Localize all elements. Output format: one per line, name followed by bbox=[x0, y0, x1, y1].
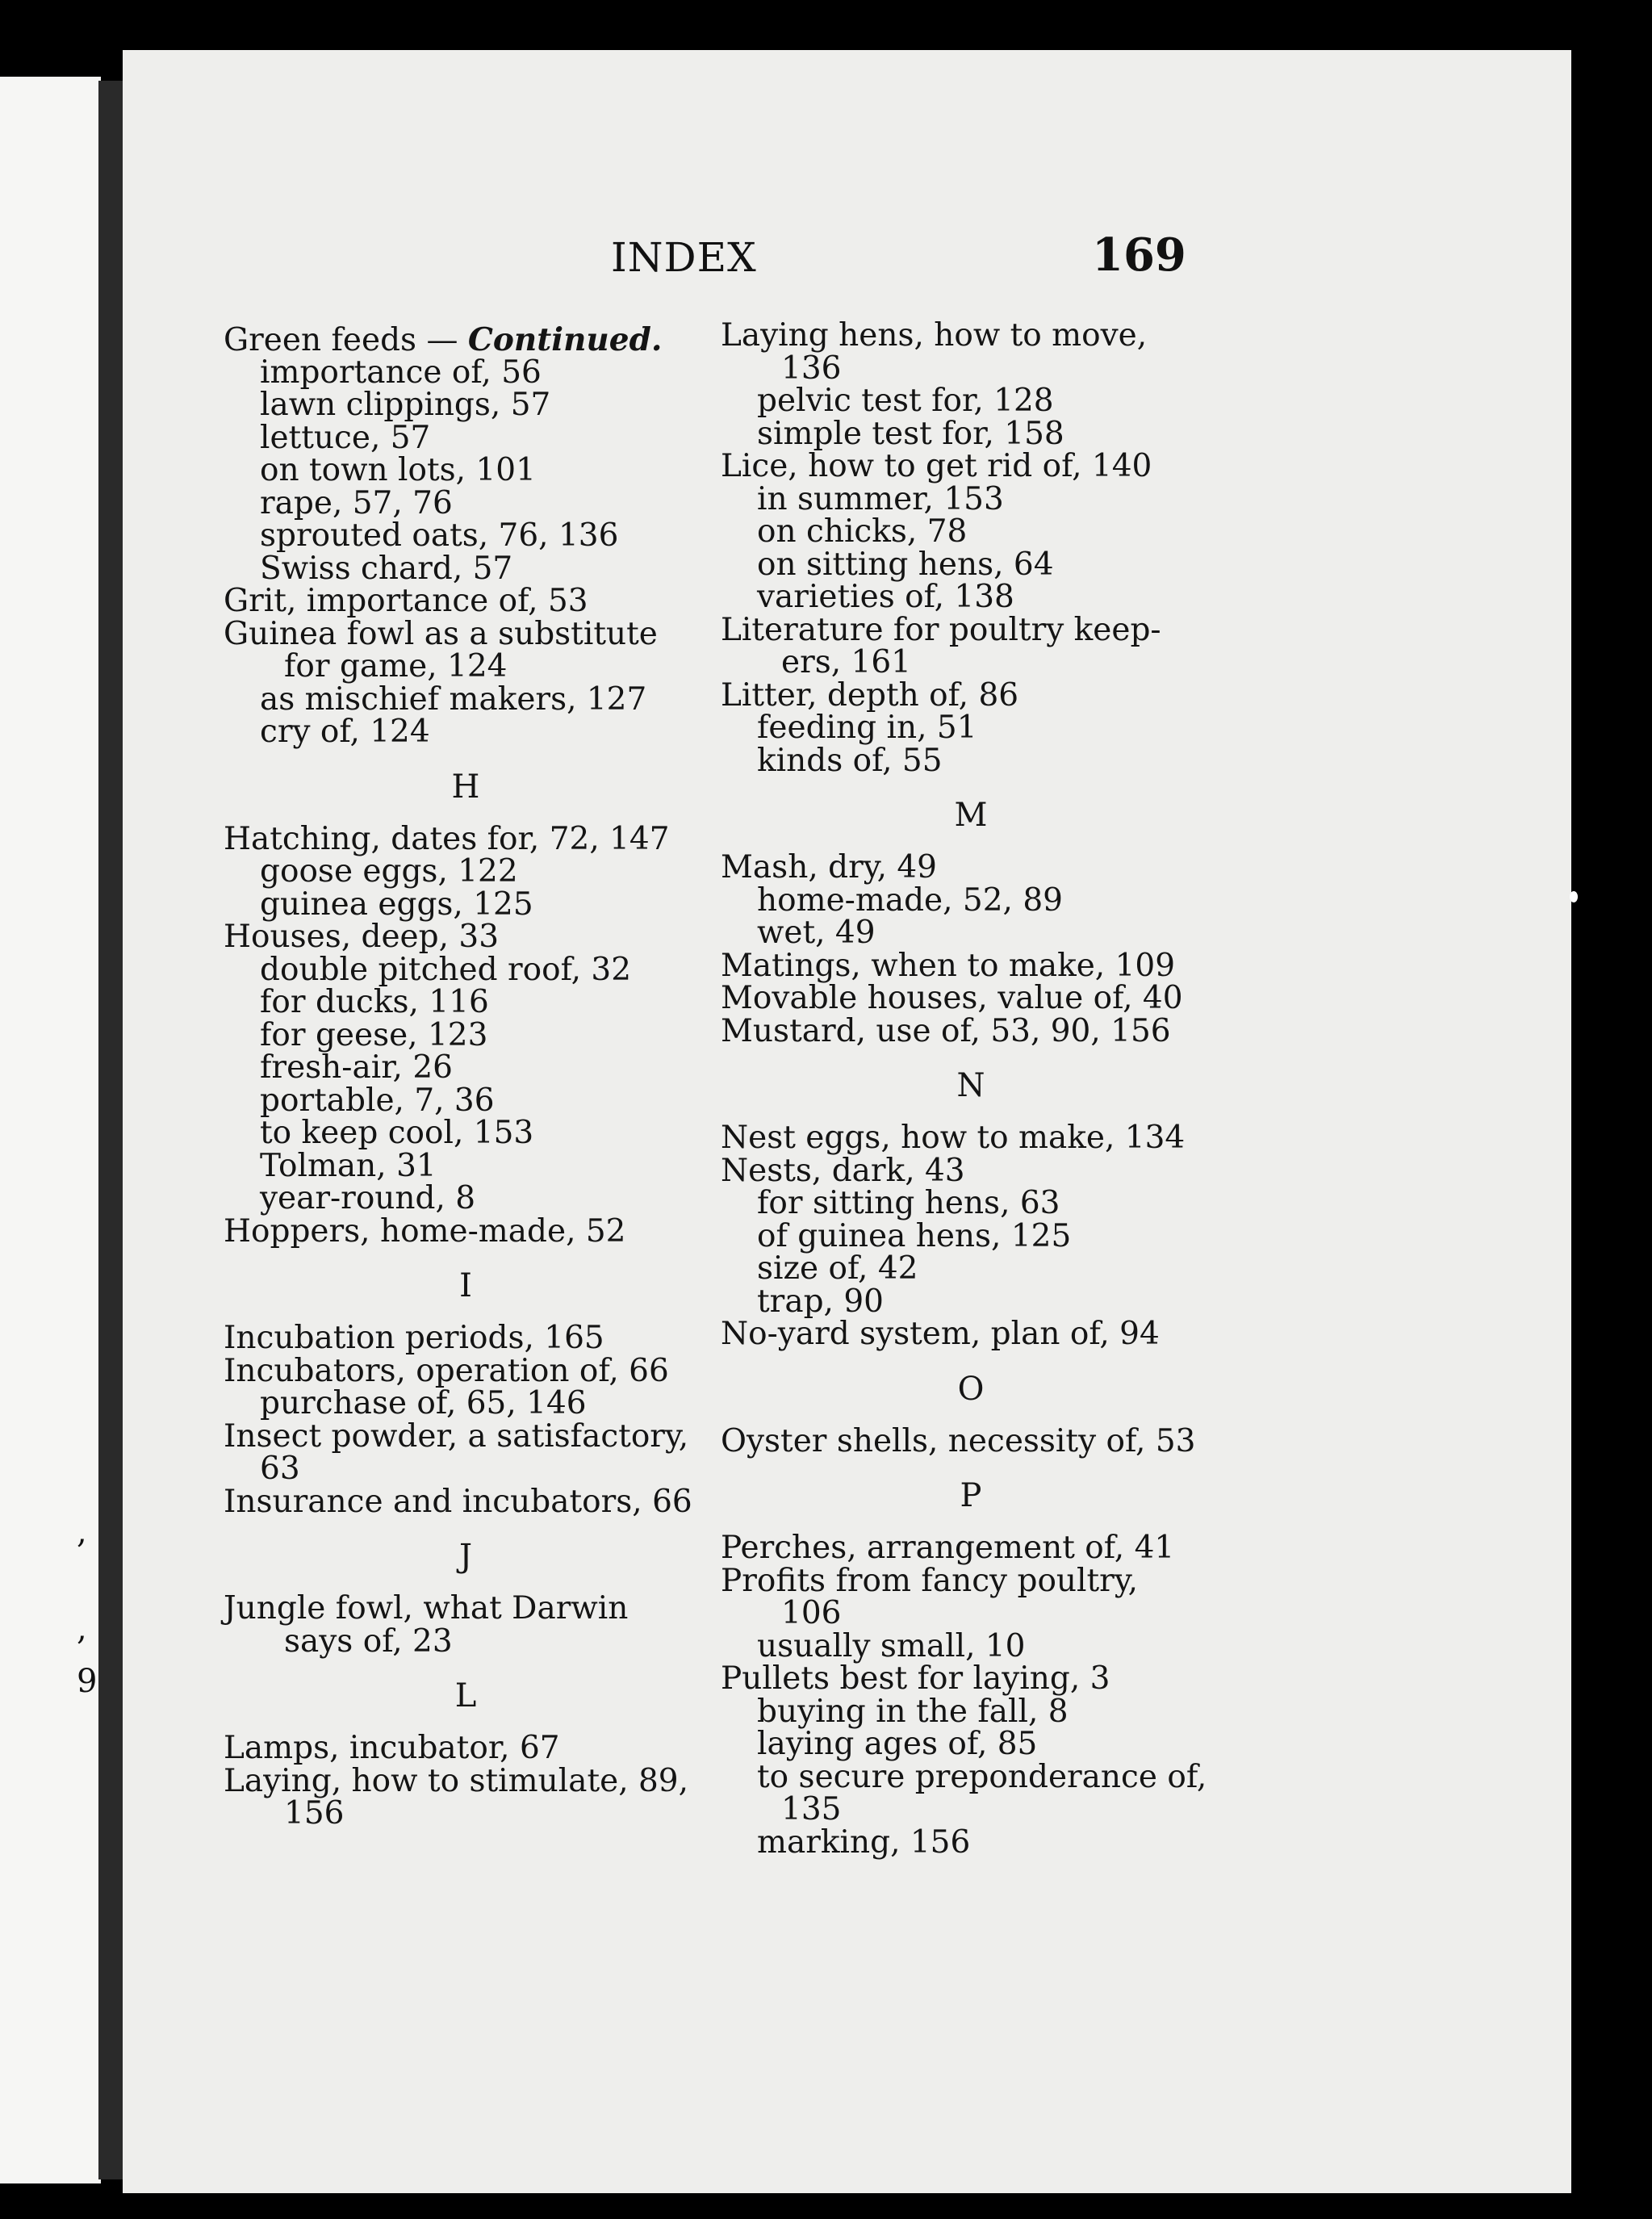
index-entry-text: on chicks, 78 bbox=[757, 513, 968, 550]
index-entry-text: L bbox=[454, 1677, 477, 1714]
index-entry-text: Matings, when to make, 109 bbox=[721, 947, 1176, 984]
index-entry bbox=[721, 1627, 1221, 1664]
index-entry-text: for geese, 123 bbox=[260, 1016, 488, 1053]
index-entry bbox=[721, 513, 1221, 550]
index-entry-text: Houses, deep, 33 bbox=[224, 919, 500, 955]
index-entry bbox=[721, 1122, 1221, 1155]
index-entry-text: on town lots, 101 bbox=[260, 452, 536, 488]
index-entry-text: purchase of, 65, 146 bbox=[260, 1385, 587, 1421]
index-entry bbox=[224, 921, 708, 954]
index-column-left bbox=[224, 321, 708, 1832]
index-entry bbox=[224, 648, 708, 685]
continued-label: Continued. bbox=[467, 321, 663, 358]
index-entry-text: as mischief makers, 127 bbox=[260, 680, 647, 718]
index-entry bbox=[721, 676, 1221, 714]
index-entry bbox=[224, 1590, 708, 1627]
margin-mark: , bbox=[77, 1514, 87, 1551]
index-entry-text: 135 bbox=[781, 1791, 842, 1828]
index-entry-text: buying in the fall, 8 bbox=[757, 1693, 1069, 1730]
index-entry bbox=[721, 917, 1221, 950]
index-entry-text: rape, 57, 76 bbox=[260, 484, 453, 521]
index-entry bbox=[224, 853, 708, 890]
index-entry bbox=[224, 1352, 708, 1389]
book-spine bbox=[98, 81, 126, 2179]
index-entry-text: O bbox=[957, 1370, 985, 1408]
index-entry bbox=[224, 615, 708, 652]
index-entry-text: importance of, 56 bbox=[260, 354, 542, 391]
index-entry-text: Oyster shells, necessity of, 53 bbox=[721, 1422, 1196, 1459]
index-entry-text: Perches, arrangement of, 41 bbox=[721, 1530, 1175, 1566]
index-entry bbox=[721, 712, 1221, 745]
index-entry bbox=[224, 1212, 708, 1250]
index-entry-text: Laying, how to stimulate, 89, bbox=[224, 1762, 689, 1799]
index-entry-text: Laying hens, how to move, bbox=[721, 317, 1148, 354]
index-entry bbox=[721, 1758, 1221, 1795]
index-entry bbox=[721, 849, 1221, 886]
index-entry-text: for sitting hens, 63 bbox=[757, 1185, 1060, 1221]
index-entry bbox=[721, 385, 1221, 418]
index-entry-text: simple test for, 158 bbox=[757, 415, 1064, 452]
index-entry-text: Hatching, dates for, 72, 147 bbox=[224, 820, 670, 857]
index-entry-text: goose eggs, 122 bbox=[260, 853, 518, 890]
index-entry bbox=[224, 1762, 708, 1799]
index-entry bbox=[721, 480, 1221, 517]
index-letter-heading bbox=[224, 1258, 708, 1314]
index-entry-text: usually small, 10 bbox=[757, 1627, 1026, 1664]
index-entry-text: on sitting hens, 64 bbox=[757, 546, 1054, 583]
index-entry-text: Litter, depth of, 86 bbox=[721, 676, 1019, 714]
index-entry-text: ers, 161 bbox=[781, 644, 911, 680]
index-entry-text: portable, 7, 36 bbox=[260, 1082, 495, 1119]
index-entry bbox=[721, 1597, 1221, 1631]
index-entry-text: Incubators, operation of, 66 bbox=[224, 1352, 669, 1389]
index-entry bbox=[721, 546, 1221, 583]
index-entry bbox=[721, 1318, 1221, 1351]
index-entry-text: kinds of, 55 bbox=[757, 742, 943, 779]
index-entry-text: trap, 90 bbox=[757, 1283, 884, 1320]
index-entry bbox=[721, 581, 1221, 614]
index-entry bbox=[224, 321, 708, 358]
index-entry-text: fresh-air, 26 bbox=[260, 1049, 453, 1086]
index-letter-heading bbox=[721, 1057, 1221, 1114]
index-entry-text: for game, 124 bbox=[284, 648, 508, 685]
index-entry bbox=[721, 1217, 1221, 1254]
left-page-edge bbox=[0, 77, 101, 2183]
index-entry-text: Grit, importance of, 53 bbox=[224, 583, 588, 619]
index-letter-heading bbox=[721, 1467, 1221, 1524]
index-entry bbox=[224, 951, 708, 988]
index-entry-text: Green feeds — bbox=[224, 322, 468, 358]
index-entry bbox=[224, 1622, 708, 1660]
index-entry bbox=[721, 1562, 1221, 1599]
index-entry-text: marking, 156 bbox=[757, 1823, 971, 1861]
index-entry-text: size of, 42 bbox=[757, 1250, 918, 1287]
margin-mark: 9 bbox=[77, 1663, 98, 1700]
index-entry-text: laying ages of, 85 bbox=[757, 1726, 1038, 1762]
index-letter-heading bbox=[224, 1528, 708, 1585]
index-entry bbox=[721, 1250, 1221, 1287]
index-entry-text: lettuce, 57 bbox=[260, 419, 431, 456]
page-speck bbox=[1570, 891, 1578, 902]
index-entry bbox=[224, 1322, 708, 1355]
index-letter-heading bbox=[721, 787, 1221, 844]
index-entry bbox=[721, 1422, 1221, 1459]
index-entry bbox=[224, 1117, 708, 1150]
index-entry-text: guinea eggs, 125 bbox=[260, 886, 533, 923]
index-entry bbox=[224, 1795, 708, 1832]
index-entry bbox=[721, 415, 1221, 452]
index-entry-text: pelvic test for, 128 bbox=[757, 383, 1054, 419]
index-entry-text: for ducks, 116 bbox=[260, 984, 489, 1020]
index-entry bbox=[224, 886, 708, 923]
index-entry-text: to keep cool, 153 bbox=[260, 1115, 534, 1151]
index-entry bbox=[224, 1732, 708, 1765]
index-entry bbox=[721, 1693, 1221, 1730]
index-entry-text: H bbox=[451, 768, 480, 806]
index-entry bbox=[224, 1082, 708, 1119]
index-entry-text: I bbox=[459, 1267, 472, 1304]
index-entry bbox=[224, 389, 708, 422]
index-entry bbox=[721, 611, 1221, 648]
index-entry-text: Incubation periods, 165 bbox=[224, 1320, 604, 1356]
index-entry bbox=[224, 680, 708, 718]
index-entry-text: Nest eggs, how to make, 134 bbox=[721, 1120, 1186, 1156]
index-entry bbox=[224, 1417, 708, 1455]
index-entry-text: Mustard, use of, 53, 90, 156 bbox=[721, 1012, 1171, 1049]
index-entry-text: home-made, 52, 89 bbox=[757, 881, 1063, 919]
index-entry bbox=[721, 1823, 1221, 1861]
index-entry bbox=[224, 1453, 708, 1486]
index-entry-text: in summer, 153 bbox=[757, 480, 1004, 517]
index-entry-text: lawn clippings, 57 bbox=[260, 387, 551, 423]
index-entry-text: says of, 23 bbox=[284, 1622, 453, 1660]
index-entry-text: 156 bbox=[284, 1795, 345, 1832]
index-entry bbox=[721, 1187, 1221, 1220]
index-entry-text: sprouted oats, 76, 136 bbox=[260, 517, 619, 554]
index-entry-text: M bbox=[954, 797, 988, 834]
index-entry bbox=[224, 986, 708, 1019]
index-entry-text: cry of, 124 bbox=[260, 714, 430, 750]
index-entry bbox=[224, 484, 708, 521]
index-entry bbox=[224, 1016, 708, 1053]
index-entry-text: J bbox=[458, 1538, 473, 1575]
index-entry-text: P bbox=[960, 1477, 982, 1514]
index-entry-text: feeding in, 51 bbox=[757, 710, 977, 746]
index-entry bbox=[224, 550, 708, 587]
index-entry-text: Tolman, 31 bbox=[260, 1147, 437, 1184]
index-entry-text: Lamps, incubator, 67 bbox=[224, 1730, 560, 1766]
index-entry bbox=[721, 1660, 1221, 1697]
index-entry-text: double pitched roof, 32 bbox=[260, 951, 632, 988]
index-entry-text: Mash, dry, 49 bbox=[721, 849, 937, 886]
margin-mark: , bbox=[77, 1610, 87, 1648]
index-entry bbox=[721, 742, 1221, 779]
index-entry bbox=[224, 1385, 708, 1421]
index-column-right bbox=[721, 317, 1221, 1861]
index-entry bbox=[721, 1152, 1221, 1189]
index-entry-text: Nests, dark, 43 bbox=[721, 1152, 965, 1189]
index-entry bbox=[224, 1180, 708, 1216]
index-letter-heading bbox=[224, 1668, 708, 1724]
index-entry bbox=[224, 354, 708, 391]
index-entry-text: Hoppers, home-made, 52 bbox=[224, 1212, 626, 1250]
index-entry-text: Literature for poultry keep- bbox=[721, 611, 1161, 648]
index-entry bbox=[224, 1483, 708, 1520]
index-entry bbox=[721, 1283, 1221, 1320]
index-entry-text: 136 bbox=[781, 350, 842, 387]
index-entry bbox=[721, 947, 1221, 984]
index-entry-text: 63 bbox=[260, 1451, 300, 1487]
index-entry-text: Profits from fancy poultry, bbox=[721, 1562, 1139, 1599]
index-entry bbox=[721, 1791, 1221, 1828]
index-entry-text: Pullets best for laying, 3 bbox=[721, 1660, 1110, 1697]
index-entry bbox=[224, 454, 708, 488]
index-entry bbox=[224, 1147, 708, 1184]
index-entry bbox=[721, 1012, 1221, 1049]
index-entry-text: Jungle fowl, what Darwin bbox=[224, 1590, 629, 1627]
index-entry bbox=[721, 350, 1221, 387]
index-entry bbox=[224, 419, 708, 456]
index-entry bbox=[224, 517, 708, 554]
index-letter-heading bbox=[721, 1361, 1221, 1417]
index-entry-text: year-round, 8 bbox=[260, 1180, 476, 1216]
index-entry-text: to secure preponderance of, bbox=[757, 1758, 1207, 1795]
index-entry bbox=[721, 644, 1221, 680]
index-entry bbox=[224, 820, 708, 857]
index-entry-text: Swiss chard, 57 bbox=[260, 550, 513, 587]
index-entry bbox=[224, 716, 708, 749]
page-title: INDEX bbox=[611, 234, 757, 281]
index-entry-text: Lice, how to get rid of, 140 bbox=[721, 448, 1152, 484]
index-entry-text: Insurance and incubators, 66 bbox=[224, 1483, 692, 1520]
index-entry bbox=[224, 585, 708, 618]
index-entry-text: Movable houses, value of, 40 bbox=[721, 980, 1183, 1016]
page-number: 169 bbox=[1092, 228, 1186, 282]
index-entry-text: N bbox=[956, 1067, 985, 1104]
index-entry-text: No-yard system, plan of, 94 bbox=[721, 1316, 1160, 1352]
index-entry-text: varieties of, 138 bbox=[757, 579, 1014, 615]
index-entry-text: Guinea fowl as a substitute bbox=[224, 615, 658, 652]
index-entry-text: 106 bbox=[781, 1595, 842, 1631]
index-entry bbox=[721, 982, 1221, 1015]
index-entry bbox=[721, 317, 1221, 354]
index-entry bbox=[721, 881, 1221, 919]
index-entry bbox=[721, 1728, 1221, 1761]
index-entry bbox=[721, 450, 1221, 484]
index-entry bbox=[224, 1049, 708, 1086]
index-entry-text: wet, 49 bbox=[757, 915, 876, 951]
index-letter-heading bbox=[224, 759, 708, 815]
index-entry-text: Insect powder, a satisfactory, bbox=[224, 1417, 689, 1455]
index-entry-text: of guinea hens, 125 bbox=[757, 1217, 1072, 1254]
index-entry bbox=[721, 1532, 1221, 1565]
